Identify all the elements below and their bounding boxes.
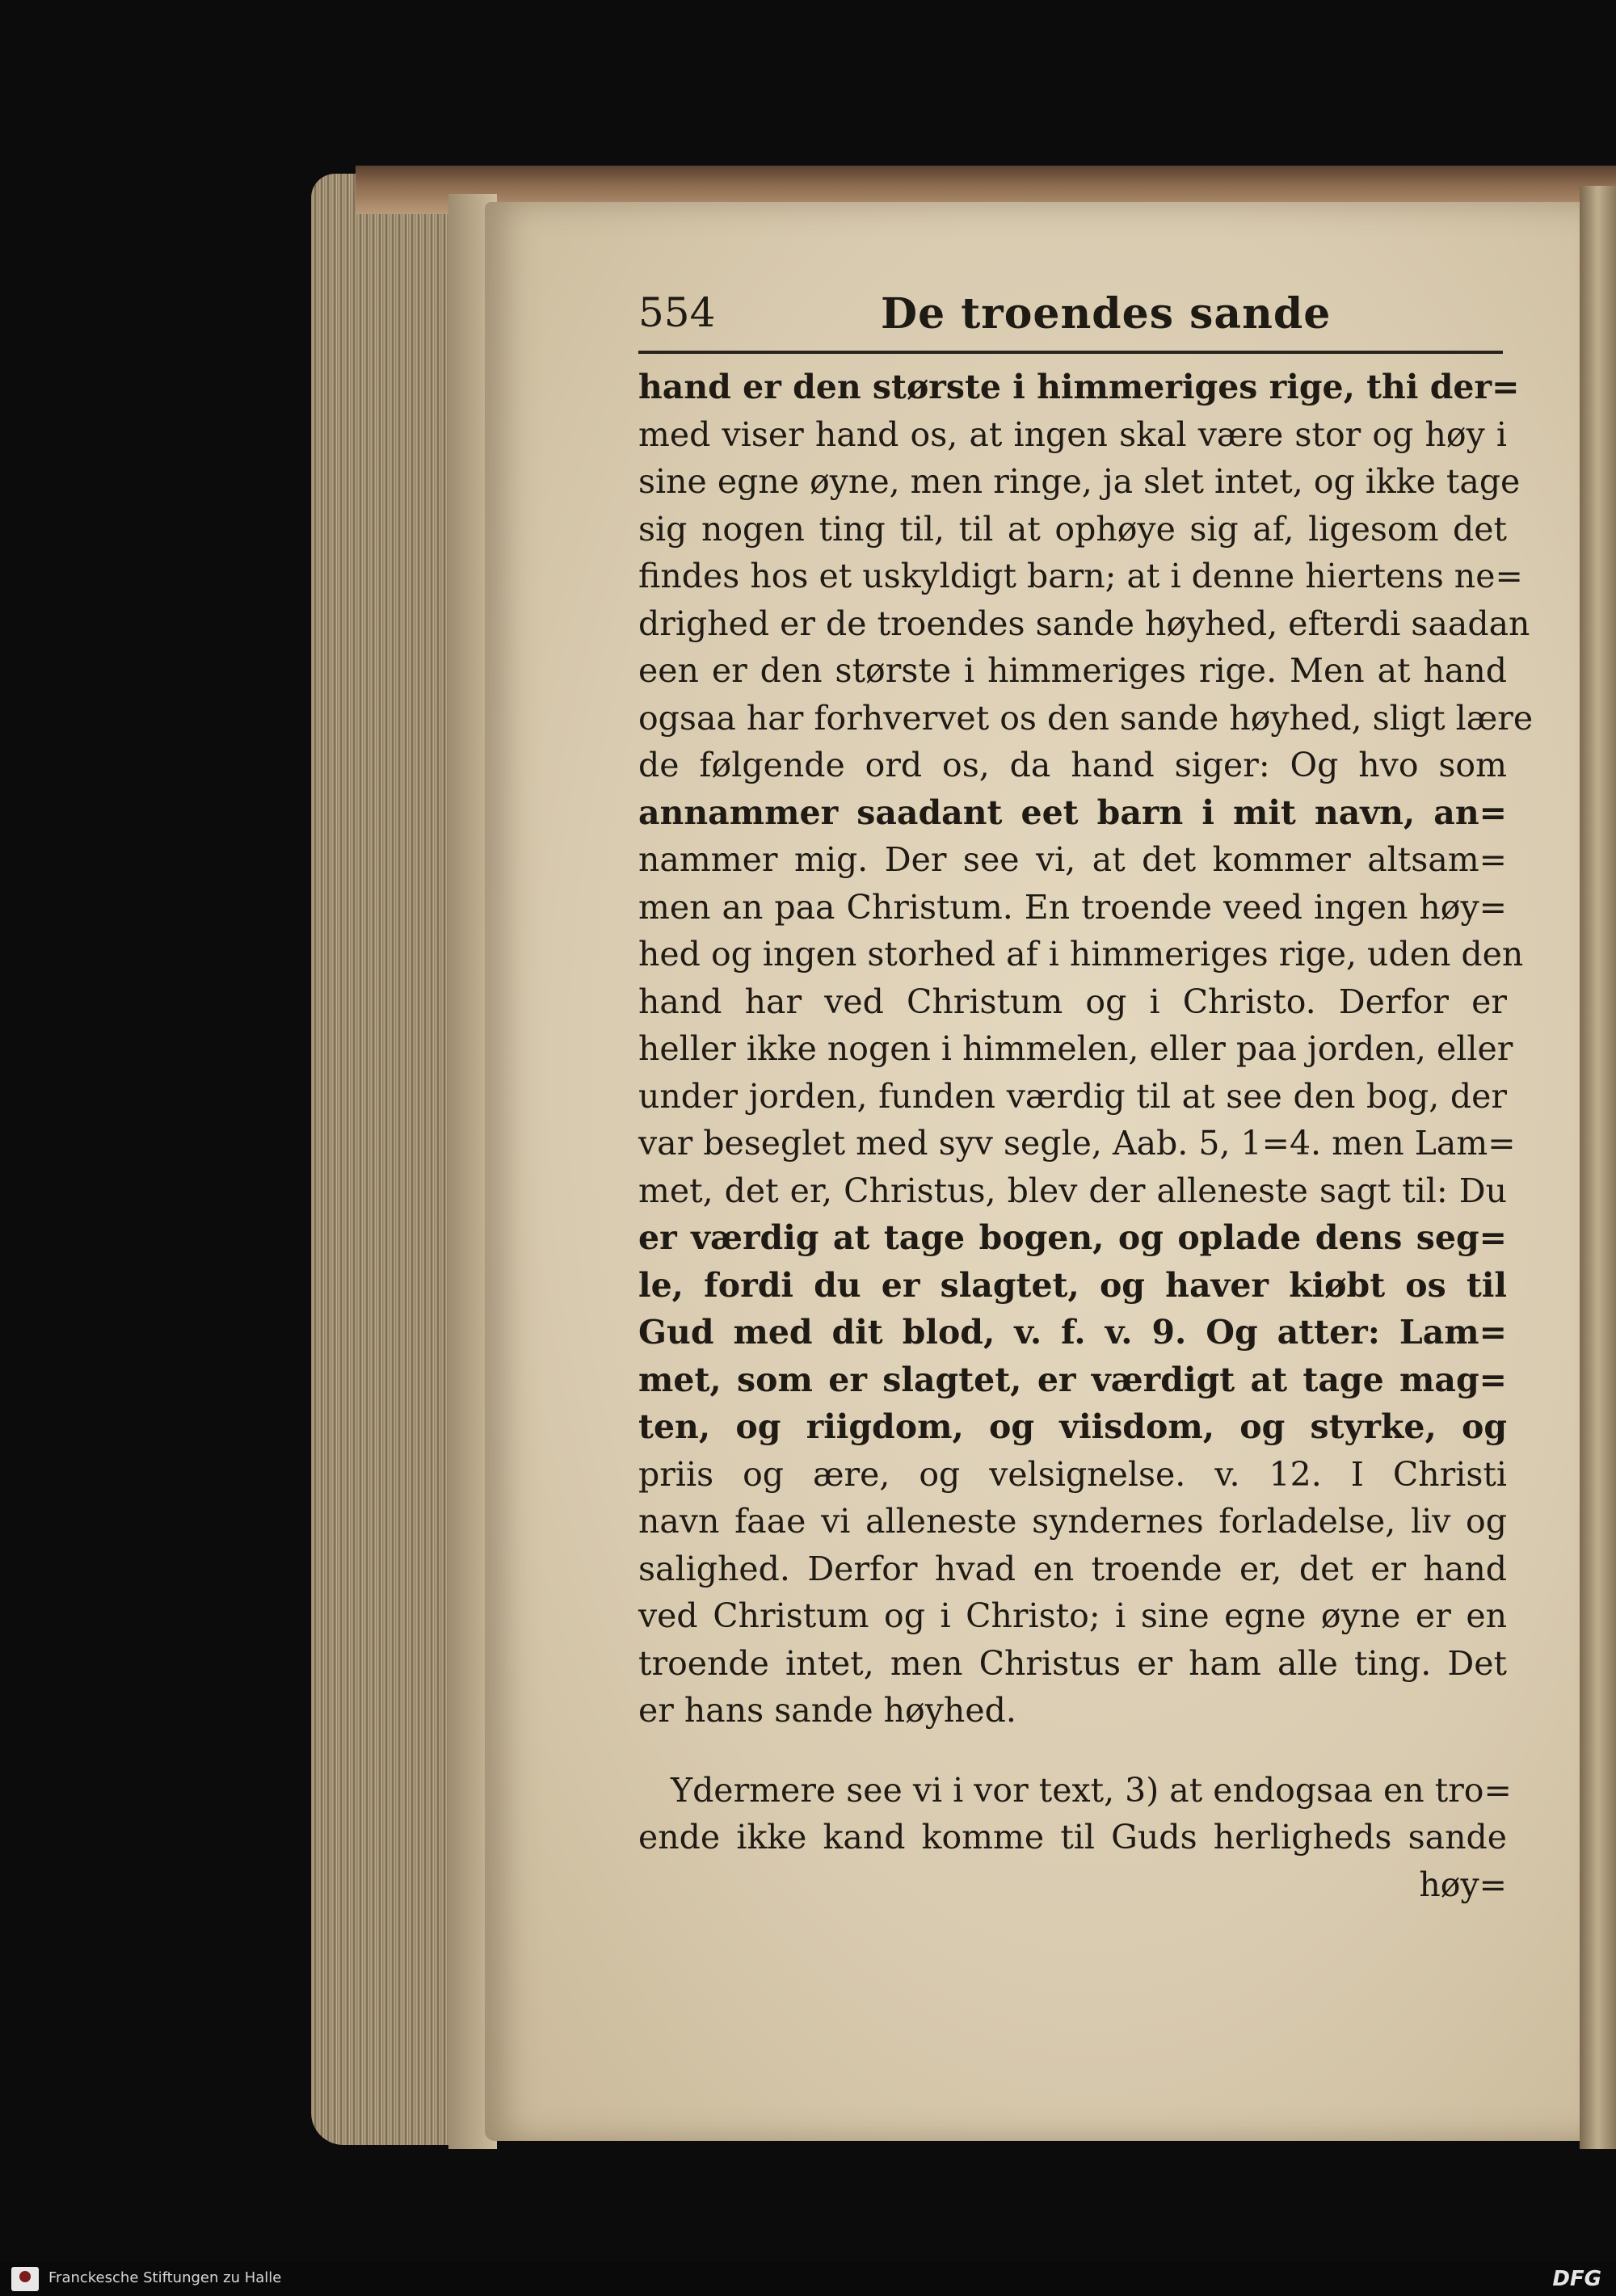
text-line: navn faae vi alleneste syndernes forladelse, liv og xyxy=(638,1502,1507,1541)
running-title: De troendes sande xyxy=(881,289,1332,339)
text-line: Gud med dit blod, v. f. v. 9. Og atter: Lam= xyxy=(638,1313,1507,1352)
dfg-logo: DFG xyxy=(1552,2267,1601,2291)
text-line: er værdig at tage bogen, og oplade dens seg= xyxy=(638,1218,1507,1257)
text-line: met, det er, Christus, blev der alleneste sagt til: Du xyxy=(638,1171,1507,1210)
body-text xyxy=(638,364,1534,1908)
text-line: heller ikke nogen i himmelen, eller paa jorden, eller xyxy=(638,1029,1513,1068)
text-line: sig nogen ting til, til at ophøye sig af, ligesom det xyxy=(638,509,1507,549)
text-line: var beseglet med syv segle, Aab. 5, 1=4. men Lam= xyxy=(638,1124,1516,1163)
text-line: le, fordi du er slagtet, og haver kiøbt os til xyxy=(638,1265,1507,1305)
text-line: de følgende ord os, da hand siger: Og hvo som xyxy=(638,746,1507,784)
institution-logo-icon xyxy=(11,2267,39,2291)
header-rule xyxy=(638,351,1503,354)
text-line: een er den største i himmeriges rige. Men at hand xyxy=(638,651,1507,690)
text-line: hed og ingen storhed af i himmeriges rige, uden den xyxy=(638,935,1524,973)
text-line: ogsaa har forhvervet os den sande høyhed, sligt lære xyxy=(638,698,1534,738)
catchword: høy= xyxy=(1419,1865,1507,1904)
text-line: nammer mig. Der see vi, at det kommer altsam= xyxy=(638,840,1507,879)
text-line: findes hos et uskyldigt barn; at i denne hiertens ne= xyxy=(638,557,1523,595)
text-line: sine egne øyne, men ringe, ja slet intet, og ikke tage xyxy=(638,462,1521,501)
text-line: Ydermere see vi i vor text, 3) at endogsaa en tro= xyxy=(671,1770,1512,1810)
text-line: annammer saadant eet barn i mit navn, an= xyxy=(638,793,1507,832)
running-head xyxy=(638,289,1503,346)
book-gutter xyxy=(1580,186,1616,2149)
text-line: er hans sande høyhed. xyxy=(638,1691,1016,1730)
text-line: under jorden, funden værdig til at see den bog, der xyxy=(638,1076,1507,1116)
viewer-footer xyxy=(0,2262,1616,2296)
paragraph-gap xyxy=(638,1735,1507,1767)
text-line: ved Christum og i Christo; i sine egne øyne er en xyxy=(638,1596,1507,1635)
text-line: men an paa Christum. En troende veed ingen høy= xyxy=(638,887,1507,927)
text-line: salighed. Derfor hvad en troende er, det er hand xyxy=(638,1549,1507,1588)
page-number: 554 xyxy=(638,289,716,336)
text-line: ende ikke kand komme til Guds herligheds sande xyxy=(638,1818,1507,1857)
text-line: ten, og riigdom, og viisdom, og styrke, og xyxy=(638,1407,1507,1446)
text-line: hand er den største i himmeriges rige, thi der= xyxy=(638,368,1520,406)
institution-name: Franckesche Stiftungen zu Halle xyxy=(48,2269,282,2286)
text-line: troende intet, men Christus er ham alle ting. Det xyxy=(638,1643,1507,1683)
text-line: med viser hand os, at ingen skal være stor og høy i xyxy=(638,414,1507,454)
text-line: met, som er slagtet, er værdigt at tage mag= xyxy=(638,1360,1507,1399)
text-line: hand har ved Christum og i Christo. Derfor er xyxy=(638,982,1507,1021)
text-line: priis og ære, og velsignelse. v. 12. I Christi xyxy=(638,1454,1507,1494)
text-line: drighed er de troendes sande høyhed, efterdi saadan xyxy=(638,603,1530,643)
